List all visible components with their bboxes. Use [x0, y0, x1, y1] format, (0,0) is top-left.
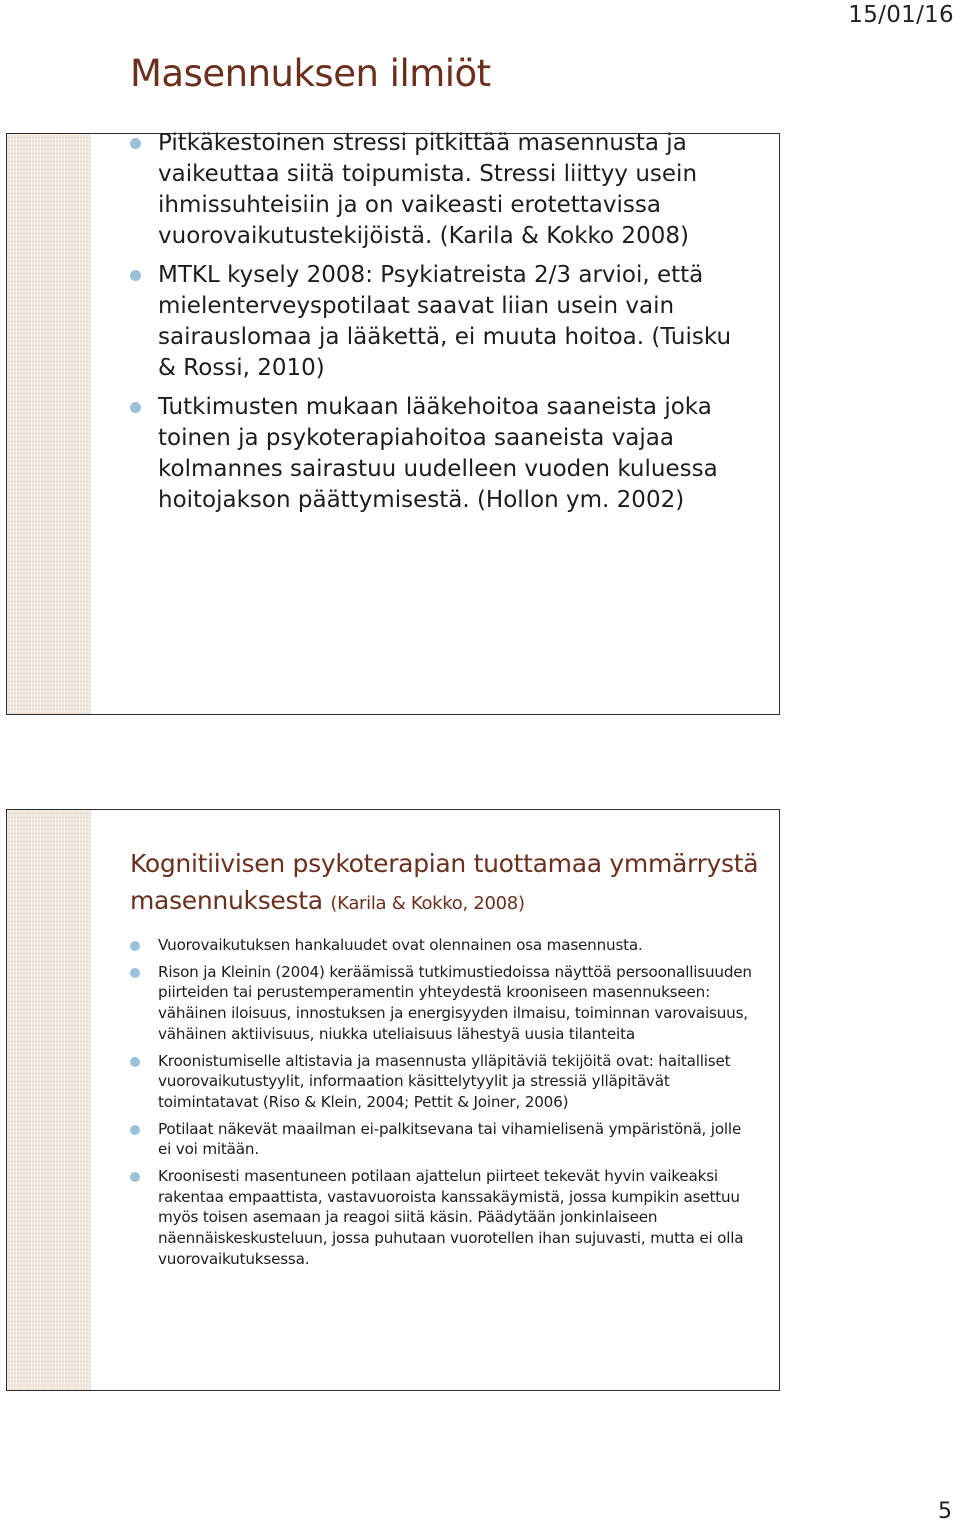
slide-1-bullet-list — [130, 128, 750, 524]
bullet-dot-icon — [130, 1172, 140, 1182]
bullet-dot-icon — [130, 968, 140, 978]
bullet-dot-icon — [130, 138, 141, 149]
slide-1-title: Masennuksen ilmiöt — [130, 52, 491, 95]
bullet-dot-icon — [130, 1057, 140, 1067]
bullet-text: Vuorovaikutuksen hankaluudet ovat olennainen osa masennusta. — [158, 936, 643, 954]
bullet-text: Kroonisesti masentuneen potilaan ajattelun piirteet tekevät hyvin vaikeaksi rakentaa empaattista, vastavuoroista kanssakäymistä, jossa kumpikin asettuu myös toisen asemaan ja reagoi siitä käsin. Päädytään jonkinlaiseen näennäiskeskusteluun, jossa puhutaan vuorotellen ihan sujuvasti, mutta ei olla vuorovaikutuksessa. — [158, 1167, 744, 1268]
slide-decorative-strip — [7, 134, 91, 714]
bullet-text: Tutkimusten mukaan lääkehoitoa saaneista joka toinen ja psykoterapiahoitoa saaneista vajaa kolmannes sairastuu uudelleen vuoden kuluessa hoitojakson päättymisestä. (Hollon ym. 2002) — [158, 394, 718, 513]
bullet-dot-icon — [130, 941, 140, 951]
bullet-text: Kroonistumiselle altistavia ja masennusta ylläpitäviä tekijöitä ovat: haitalliset vuorovaikutustyylit, informaation käsittelytyylit ja stressiä ylläpitävät toimintatavat (Riso & Klein, 2004; Pettit & Joiner, 2006) — [158, 1051, 731, 1111]
slide-1-bullet-item — [130, 392, 750, 516]
slide-2-bullet-item — [130, 935, 755, 956]
bullet-text: MTKL kysely 2008: Psykiatreista 2/3 arvioi, että mielenterveyspotilaat saavat liian usein vain sairauslomaa ja lääkettä, ei muuta hoitoa. (Tuisku & Rossi, 2010) — [158, 262, 732, 381]
slide-2-bullet-item — [130, 1166, 755, 1270]
slide-2-bullet-item — [130, 1119, 755, 1160]
bullet-text: Potilaat näkevät maailman ei-palkitsevana tai vihamielisenä ympäristönä, jolle ei voi mitään. — [158, 1119, 742, 1159]
bullet-dot-icon — [130, 402, 141, 413]
bullet-text: Pitkäkestoinen stressi pitkittää masennusta ja vaikeuttaa siitä toipumista. Stressi liittyy usein ihmissuhteisiin ja on vaikeasti erotettavissa vuorovaikutustekijöistä. (Karila & Kokko 2008) — [158, 130, 698, 249]
slide-decorative-strip — [7, 810, 91, 1390]
bullet-dot-icon — [130, 270, 141, 281]
slide-1-bullet-item — [130, 128, 750, 252]
slide-2-bullet-item — [130, 962, 755, 1045]
page-number: 5 — [938, 1499, 952, 1524]
slide-2-title-text: Kognitiivisen psykoterapian tuottamaa ymmärrystä masennuksesta — [130, 849, 759, 915]
bullet-dot-icon — [130, 1125, 140, 1135]
slide-2-bullet-list — [130, 935, 755, 1276]
bullet-text: Rison ja Kleinin (2004) keräämissä tutkimustiedoissa näyttöä persoonallisuuden piirteiden tai perustemperamentin yhteydestä krooniseen masennukseen: vähäinen iloisuus, innostuksen ja energisyyden ilmaisu, toiminnan varovaisuus, vähäinen aktiivisuus, niukka uteliaisuus lähestyä uusia tilanteita — [158, 962, 752, 1043]
slide-1-bullet-item — [130, 260, 750, 384]
slide-2-bullet-item — [130, 1051, 755, 1113]
page-date: 15/01/16 — [848, 2, 954, 28]
slide-2-title — [130, 845, 770, 922]
slide-2-title-citation: (Karila & Kokko, 2008) — [330, 893, 525, 914]
